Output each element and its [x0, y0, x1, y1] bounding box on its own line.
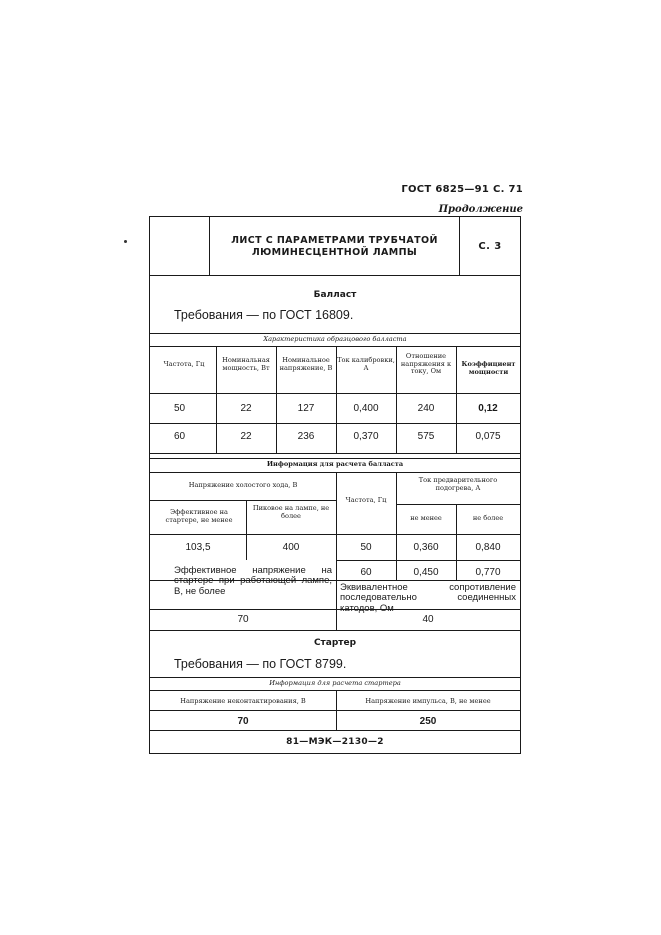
calc-header-bottom-rule — [150, 534, 520, 535]
ref-row2-bottom-rule — [150, 453, 520, 454]
calc-table-bottom-rule — [150, 630, 520, 631]
starter-heading: Стартер — [313, 638, 357, 648]
sheet-page-code: С. 3 — [478, 241, 502, 252]
calc-row-freq: 50 — [360, 542, 372, 553]
calc-effective-voltage-value: 70 — [237, 614, 249, 625]
starter-pulse-label: Напряжение импульса, В, не менее — [365, 697, 491, 705]
starter-header-bottom-rule — [150, 710, 520, 711]
starter-caption-top-rule — [150, 677, 520, 678]
calc-preheat-label: Ток предварительного подогрева, А — [418, 476, 498, 492]
stray-dot — [124, 240, 127, 243]
ref-header-frequency: Частота, Гц — [163, 360, 205, 368]
calc-effective-value: 103,5 — [185, 542, 211, 553]
starter-header-top-rule — [150, 690, 520, 691]
ref-cell: 22 — [240, 431, 252, 442]
ref-header-power-factor: Коэффициент мощности — [461, 360, 516, 376]
calc-row1-bottom-rule — [336, 560, 520, 561]
calc-caption-top-rule — [150, 458, 520, 459]
calc-row-min: 0,360 — [413, 542, 439, 553]
ref-row1-bottom-rule — [150, 423, 520, 424]
calc-row-min: 0,450 — [413, 567, 439, 578]
ref-table-caption: Характеристика образцового балласта — [263, 335, 407, 343]
calc-frequency-label: Частота, Гц — [345, 496, 387, 504]
starter-pulse-value: 250 — [419, 716, 437, 727]
ref-cell: 0,370 — [353, 431, 379, 442]
ref-caption-top-rule — [150, 333, 520, 334]
ref-header-power: Номинальная мощность, Вт — [222, 356, 270, 372]
calc-voltage-split-rule — [150, 500, 336, 501]
calc-main-divider — [336, 472, 337, 580]
sheet-footer: 81—МЭК—2130—2 — [286, 737, 384, 747]
ref-header-top-rule — [150, 346, 520, 347]
calc-row-max: 0,840 — [475, 542, 501, 553]
ballast-requirements: Требования — по ГОСТ 16809. — [174, 308, 354, 322]
calc-effective-voltage-label: Эффективное напряжение на стартере при работающей лампе, В, не более — [174, 565, 332, 597]
calc-effective-starter-label: Эффективное на стартере, не менее — [165, 508, 233, 524]
ref-header-bottom-rule — [150, 393, 520, 394]
sheet-title-line2: ЛЮМИНЕСЦЕНТНОЙ ЛАМПЫ — [251, 247, 418, 258]
ref-cell: 0,075 — [475, 431, 501, 442]
calc-open-circuit-label: Напряжение холостого хода, В — [188, 481, 298, 489]
ref-cell: 22 — [240, 403, 252, 414]
ref-cell: 0,12 — [478, 403, 498, 414]
calc-row-max: 0,770 — [475, 567, 501, 578]
ref-cell: 60 — [174, 431, 186, 442]
ref-cell: 236 — [297, 431, 315, 442]
ref-cell: 127 — [297, 403, 315, 414]
parameter-sheet — [149, 216, 521, 754]
starter-non-contact-value: 70 — [237, 716, 249, 727]
calc-peak-lamp-label: Пиковое на лампе, не более — [252, 504, 330, 520]
starter-non-contact-label: Напряжение неконтактирования, В — [180, 697, 306, 705]
sheet-title-line1: ЛИСТ С ПАРАМЕТРАМИ ТРУБЧАТОЙ — [231, 235, 438, 246]
starter-requirements: Требования — по ГОСТ 8799. — [174, 657, 347, 671]
calc-equiv-resistance-value: 40 — [422, 614, 434, 625]
continuation-label: Продолжение — [438, 204, 523, 215]
starter-bottom-rule — [150, 730, 520, 731]
ref-cell: 575 — [417, 431, 435, 442]
ref-cell: 50 — [174, 403, 186, 414]
calc-freq-divider — [396, 472, 397, 580]
starter-caption: Информация для расчета стартера — [269, 679, 401, 687]
calc-table-caption: Информация для расчета балласта — [266, 460, 404, 468]
calc-not-less-label: не менее — [410, 514, 442, 522]
calc-not-more-label: не более — [472, 514, 504, 522]
ref-header-current: Ток калибровки, А — [337, 356, 395, 372]
ref-cell: 0,400 — [353, 403, 379, 414]
calc-header-top-rule — [150, 472, 520, 473]
gost-page-header: ГОСТ 6825—91 С. 71 — [401, 184, 523, 195]
calc-peak-value: 400 — [282, 542, 300, 553]
ref-header-voltage: Номинальное напряжение, В — [279, 356, 333, 372]
calc-row-freq: 60 — [360, 567, 372, 578]
ref-cell: 240 — [417, 403, 435, 414]
ballast-heading: Балласт — [313, 290, 357, 300]
calc-current-split-rule — [396, 504, 520, 505]
title-bottom-rule — [150, 275, 520, 276]
ref-header-ratio: Отношение напряжения к току, Ом — [400, 352, 452, 376]
calc-equiv-resistance-label: Эквивалентное сопротивление последовательно соединенных катодов, Ом — [340, 582, 516, 614]
